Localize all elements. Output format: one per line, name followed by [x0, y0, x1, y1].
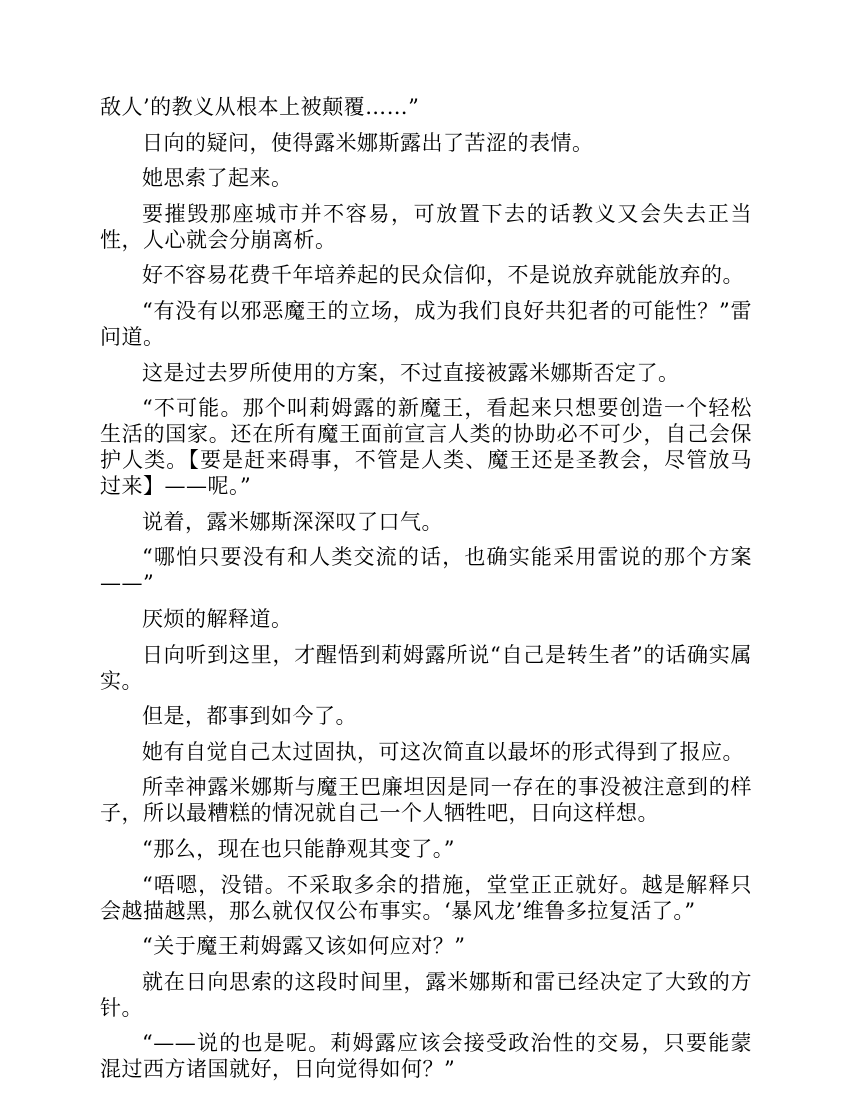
paragraph: 要摧毁那座城市并不容易，可放置下去的话教义又会失去正当性，人心就会分崩离析。	[100, 201, 752, 252]
paragraph: 她有自觉自己太过固执，可这次简直以最坏的形式得到了报应。	[142, 739, 744, 764]
paragraph: “有没有以邪恶魔王的立场，成为我们良好共犯者的可能性？”雷问道。	[100, 298, 752, 349]
paragraph: 厌烦的解释道。	[142, 606, 293, 631]
paragraph: 日向听到这里，才醒悟到莉姆露所说“自己是转生者”的话确实属实。	[100, 642, 752, 693]
paragraph: 说着，露米娜斯深深叹了口气。	[142, 509, 443, 534]
paragraph: 她思索了起来。	[142, 166, 293, 191]
paragraph: 就在日向思索的这段时间里，露米娜斯和雷已经决定了大致的方针。	[100, 969, 752, 1020]
paragraph: 但是，都事到如今了。	[142, 704, 357, 729]
paragraph: 所幸神露米娜斯与魔王巴廉坦因是同一存在的事没被注意到的样子，所以最糟糕的情况就自己一个人牺牲吧，日向这样想。	[100, 775, 752, 826]
text-body	[100, 94, 752, 1092]
paragraph: “——说的也是呢。莉姆露应该会接受政治性的交易，只要能蒙混过西方诸国就好，日向觉得如何？”	[100, 1031, 752, 1082]
paragraph: 好不容易花费千年培养起的民众信仰，不是说放弃就能放弃的。	[142, 263, 744, 288]
paragraph: 这是过去罗所使用的方案，不过直接被露米娜斯否定了。	[142, 360, 680, 385]
paragraph: 日向的疑问，使得露米娜斯露出了苦涩的表情。	[142, 130, 594, 155]
paragraph: “唔嗯，没错。不采取多余的措施，堂堂正正就好。越是解释只会越描越黑，那么就仅仅公布事实。‘暴风龙’维鲁多拉复活了。”	[100, 872, 752, 923]
paragraph: “那么，现在也只能静观其变了。”	[142, 836, 455, 861]
paragraph: “哪怕只要没有和人类交流的话，也确实能采用雷说的那个方案——”	[100, 545, 752, 596]
paragraph: “关于魔王莉姆露又该如何应对？”	[142, 934, 466, 959]
paragraph: 敌人’的教义从根本上被颠覆……”	[100, 95, 420, 119]
paragraph: “不可能。那个叫莉姆露的新魔王，看起来只想要创造一个轻松生活的国家。还在所有魔王面前宣言人类的协助必不可少，自己会保护人类。【要是赶来碍事，不管是人类、魔王还是圣教会，尽管放马过来】——呢。”	[100, 396, 752, 499]
